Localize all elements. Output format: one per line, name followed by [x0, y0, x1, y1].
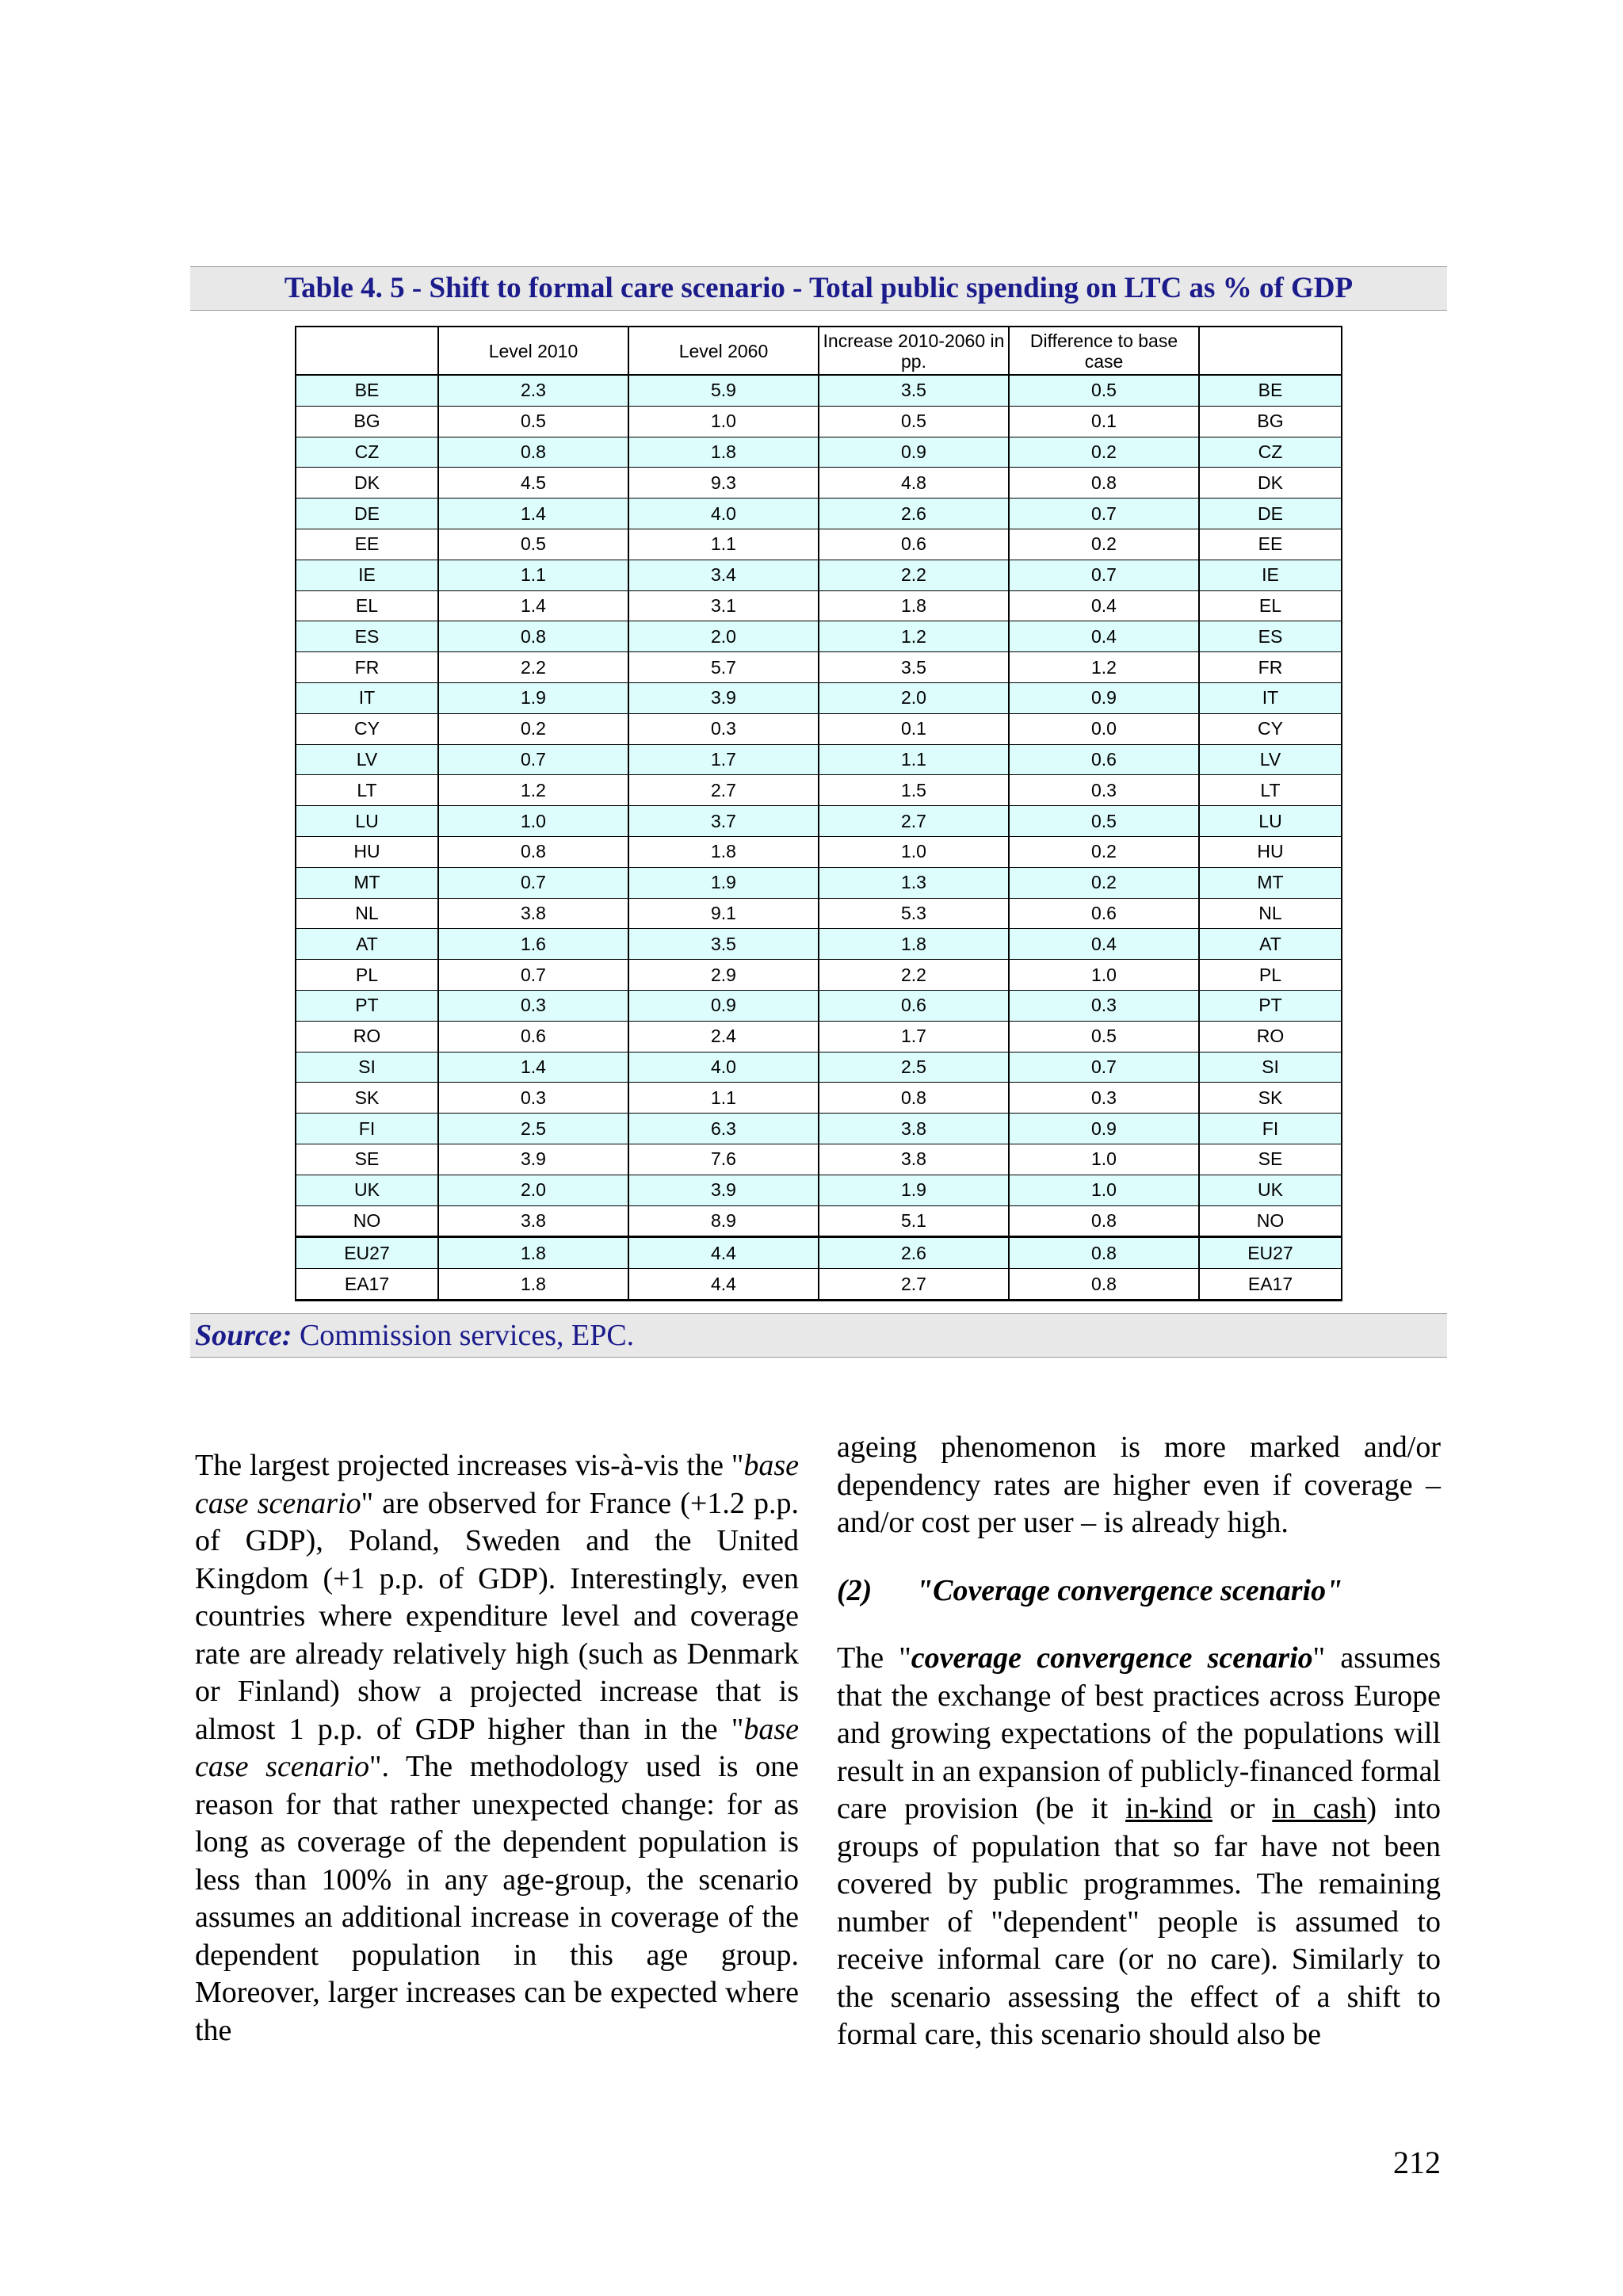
- table-cell: HU: [1199, 836, 1342, 867]
- table-cell: 1.1: [628, 1083, 819, 1114]
- table-cell: 1.1: [438, 560, 628, 590]
- table-cell: 0.4: [1009, 621, 1199, 652]
- table-cell: NL: [296, 898, 438, 929]
- table-cell: 0.8: [819, 1083, 1009, 1114]
- source-label: Source:: [195, 1319, 292, 1352]
- text-run: The largest projected increases vis-à-vis the ": [195, 1449, 744, 1482]
- table-cell: 9.1: [628, 898, 819, 929]
- table-cell: LT: [1199, 775, 1342, 806]
- table-cell: BE: [296, 375, 438, 406]
- table-cell: SK: [1199, 1083, 1342, 1114]
- table-row: [296, 929, 1342, 960]
- table-cell: 2.2: [438, 652, 628, 683]
- table-cell: 5.1: [819, 1205, 1009, 1237]
- table-cell: 1.4: [438, 499, 628, 529]
- table-row: [296, 529, 1342, 560]
- table-cell: EE: [1199, 529, 1342, 560]
- table-cell: ES: [1199, 621, 1342, 652]
- table-cell: 1.4: [438, 590, 628, 621]
- table-cell: 1.8: [438, 1269, 628, 1301]
- text-run-bold-italic: coverage convergence scenario: [911, 1641, 1313, 1675]
- table-cell: 5.7: [628, 652, 819, 683]
- table-cell: 8.9: [628, 1205, 819, 1237]
- header-country: [296, 327, 438, 375]
- table-cell: 3.7: [628, 806, 819, 837]
- text-run: " assumes that the exchange of best practices across Europe and growing expectations of the populations will result in an expansion of publicly-financed formal care provision (be it: [837, 1641, 1442, 1825]
- table-row: [296, 960, 1342, 991]
- table-cell: AT: [296, 929, 438, 960]
- header-increase: Increase 2010-2060 in pp.: [819, 327, 1009, 375]
- right-paragraph-1: ageing phenomenon is more marked and/or dependency rates are higher even if coverage – and/or cost per user – is already high.: [837, 1431, 1441, 1539]
- table-cell: 2.2: [819, 960, 1009, 991]
- table-row: [296, 1205, 1342, 1237]
- table-cell: 1.0: [628, 406, 819, 437]
- table-cell: CZ: [1199, 437, 1342, 468]
- table-cell: 1.8: [819, 590, 1009, 621]
- table-cell: 0.5: [1009, 806, 1199, 837]
- table-cell: RO: [1199, 1021, 1342, 1052]
- text-run: The ": [837, 1641, 911, 1675]
- table-cell: 2.0: [819, 682, 1009, 713]
- table-cell: 1.8: [438, 1237, 628, 1269]
- table-cell: 2.5: [819, 1052, 1009, 1083]
- table-cell: PT: [1199, 990, 1342, 1021]
- table-cell: BG: [1199, 406, 1342, 437]
- table-cell: 2.3: [438, 375, 628, 406]
- table-cell: FI: [296, 1114, 438, 1144]
- table-row: [296, 867, 1342, 898]
- table-row: [296, 713, 1342, 744]
- table-cell: 3.1: [628, 590, 819, 621]
- table-cell: 1.9: [819, 1175, 1009, 1205]
- table-cell: EA17: [296, 1269, 438, 1301]
- heading-text: "Coverage convergence scenario": [916, 1573, 1343, 1607]
- table-cell: LU: [1199, 806, 1342, 837]
- table-cell: 3.8: [438, 1205, 628, 1237]
- heading-number: (2): [837, 1573, 873, 1607]
- table-cell: 1.0: [1009, 1144, 1199, 1175]
- right-text-column: [837, 1429, 1441, 2054]
- table-cell: 3.8: [819, 1144, 1009, 1175]
- table-cell: 0.5: [438, 529, 628, 560]
- table-cell: PL: [296, 960, 438, 991]
- table-row: [296, 1052, 1342, 1083]
- header-level-2060: Level 2060: [628, 327, 819, 375]
- table-cell: 4.8: [819, 468, 1009, 499]
- table-cell: EL: [296, 590, 438, 621]
- table-cell: 0.2: [1009, 867, 1199, 898]
- table-cell: NO: [296, 1205, 438, 1237]
- section-heading: [837, 1572, 1441, 1610]
- table-cell: 1.2: [819, 621, 1009, 652]
- table-cell: 0.9: [1009, 1114, 1199, 1144]
- table-cell: 0.8: [1009, 1237, 1199, 1269]
- table-cell: 2.6: [819, 1237, 1009, 1269]
- table-cell: 0.3: [1009, 990, 1199, 1021]
- table-cell: 2.6: [819, 499, 1009, 529]
- table-cell: 0.3: [1009, 1083, 1199, 1114]
- table-cell: 0.5: [819, 406, 1009, 437]
- table-cell: 3.9: [628, 682, 819, 713]
- table-cell: 0.6: [1009, 744, 1199, 775]
- table-cell: IT: [1199, 682, 1342, 713]
- table-cell: LU: [296, 806, 438, 837]
- table-cell: 2.9: [628, 960, 819, 991]
- table-row: [296, 499, 1342, 529]
- table-cell: 0.1: [819, 713, 1009, 744]
- ltc-spending-table: [295, 326, 1342, 1301]
- table-cell: 0.9: [628, 990, 819, 1021]
- table-cell: SI: [296, 1052, 438, 1083]
- table-cell: 2.7: [819, 1269, 1009, 1301]
- left-paragraph: [195, 1447, 799, 2050]
- table-cell: HU: [296, 836, 438, 867]
- table-cell: 1.8: [819, 929, 1009, 960]
- table-body: [296, 375, 1342, 1300]
- table-row: [296, 1083, 1342, 1114]
- table-cell: BE: [1199, 375, 1342, 406]
- table-cell: 0.4: [1009, 929, 1199, 960]
- table-cell: 1.0: [819, 836, 1009, 867]
- table-cell: DK: [296, 468, 438, 499]
- table-cell: EE: [296, 529, 438, 560]
- table-row: [296, 744, 1342, 775]
- text-run-underlined: in-kind: [1125, 1792, 1212, 1825]
- table-cell: DK: [1199, 468, 1342, 499]
- table-cell: CY: [296, 713, 438, 744]
- table-row: [296, 652, 1342, 683]
- table-cell: BG: [296, 406, 438, 437]
- table-cell: 0.3: [1009, 775, 1199, 806]
- table-row: [296, 836, 1342, 867]
- table-row: [296, 406, 1342, 437]
- table-row: [296, 621, 1342, 652]
- table-cell: 0.5: [1009, 1021, 1199, 1052]
- table-cell: 2.7: [628, 775, 819, 806]
- text-run-italic: base case scenario: [195, 1712, 799, 1783]
- header-country-right: [1199, 327, 1342, 375]
- table-cell: 2.7: [819, 806, 1009, 837]
- table-cell: 1.0: [1009, 960, 1199, 991]
- table-cell: EU27: [1199, 1237, 1342, 1269]
- table-cell: PL: [1199, 960, 1342, 991]
- table-cell: 0.8: [438, 836, 628, 867]
- table-row: [296, 898, 1342, 929]
- text-run: or: [1212, 1792, 1273, 1825]
- table-cell: 3.5: [628, 929, 819, 960]
- table-cell: 0.7: [1009, 499, 1199, 529]
- table-cell: 0.8: [1009, 468, 1199, 499]
- header-level-2010: Level 2010: [438, 327, 628, 375]
- table-cell: 2.0: [628, 621, 819, 652]
- table-cell: 0.7: [438, 744, 628, 775]
- table-cell: 7.6: [628, 1144, 819, 1175]
- table-row: [296, 990, 1342, 1021]
- table-row: [296, 806, 1342, 837]
- table-row: [296, 1237, 1342, 1269]
- table-cell: FR: [1199, 652, 1342, 683]
- table-row: [296, 590, 1342, 621]
- table-cell: 1.8: [628, 836, 819, 867]
- table-cell: 1.9: [438, 682, 628, 713]
- table-cell: 1.7: [628, 744, 819, 775]
- table-cell: 0.8: [1009, 1269, 1199, 1301]
- table-cell: 2.4: [628, 1021, 819, 1052]
- table-row: [296, 1269, 1342, 1301]
- table-cell: 0.2: [1009, 437, 1199, 468]
- table-cell: 0.7: [438, 867, 628, 898]
- table-cell: 0.6: [819, 529, 1009, 560]
- table-cell: AT: [1199, 929, 1342, 960]
- table-title: Table 4. 5 - Shift to formal care scenario - Total public spending on LTC as % of GDP: [190, 266, 1447, 311]
- table-cell: NL: [1199, 898, 1342, 929]
- table-cell: 0.6: [1009, 898, 1199, 929]
- text-run: ) into groups of population that so far have not been covered by public programmes. The remaining number of "dependent" people is assumed to receive informal care (or no care). Similarly to the scenario assessing the effect of a shift to formal care, this scenario should also be: [837, 1792, 1441, 2051]
- table-cell: 3.8: [819, 1114, 1009, 1144]
- table-cell: 3.5: [819, 652, 1009, 683]
- table-cell: 3.4: [628, 560, 819, 590]
- table-cell: 0.0: [1009, 713, 1199, 744]
- table-cell: 0.7: [438, 960, 628, 991]
- table-row: [296, 775, 1342, 806]
- table-cell: 4.4: [628, 1269, 819, 1301]
- table-cell: RO: [296, 1021, 438, 1052]
- source-text: Commission services, EPC.: [292, 1319, 635, 1352]
- table-cell: 1.7: [819, 1021, 1009, 1052]
- table-cell: UK: [296, 1175, 438, 1205]
- table-cell: LT: [296, 775, 438, 806]
- table-cell: 4.5: [438, 468, 628, 499]
- table-cell: 0.9: [819, 437, 1009, 468]
- table-cell: PT: [296, 990, 438, 1021]
- table-cell: 0.6: [819, 990, 1009, 1021]
- table-cell: IE: [296, 560, 438, 590]
- table-cell: MT: [1199, 867, 1342, 898]
- table-header-row: [296, 327, 1342, 375]
- header-difference: Difference to base case: [1009, 327, 1199, 375]
- table-cell: 4.0: [628, 1052, 819, 1083]
- table-cell: 1.9: [628, 867, 819, 898]
- table-cell: 0.5: [438, 406, 628, 437]
- table-cell: 0.9: [1009, 682, 1199, 713]
- table-cell: 1.6: [438, 929, 628, 960]
- table-cell: 0.3: [438, 990, 628, 1021]
- table-cell: NO: [1199, 1205, 1342, 1237]
- table-cell: ES: [296, 621, 438, 652]
- table-row: [296, 1144, 1342, 1175]
- table-cell: 0.8: [438, 621, 628, 652]
- table-cell: DE: [1199, 499, 1342, 529]
- table-cell: SI: [1199, 1052, 1342, 1083]
- table-cell: 0.3: [628, 713, 819, 744]
- table-cell: 1.0: [438, 806, 628, 837]
- table-row: [296, 375, 1342, 406]
- text-run-italic: base case scenario: [195, 1449, 799, 1520]
- table-cell: 1.8: [628, 437, 819, 468]
- table-cell: DE: [296, 499, 438, 529]
- table-cell: CY: [1199, 713, 1342, 744]
- table-cell: 1.1: [628, 529, 819, 560]
- table-cell: 0.6: [438, 1021, 628, 1052]
- table-cell: EL: [1199, 590, 1342, 621]
- text-run-underlined: in cash: [1272, 1792, 1367, 1825]
- table-cell: 5.9: [628, 375, 819, 406]
- table-cell: 1.0: [1009, 1175, 1199, 1205]
- right-paragraph-2: [837, 1640, 1441, 2054]
- table-cell: EU27: [296, 1237, 438, 1269]
- table-cell: FR: [296, 652, 438, 683]
- page-number: 212: [1393, 2145, 1441, 2180]
- left-text-column: [195, 1447, 799, 2050]
- table-cell: IE: [1199, 560, 1342, 590]
- table-row: [296, 1175, 1342, 1205]
- text-run: ". The methodology used is one reason for that rather unexpected change: for as long as coverage of the dependent population is less than 100% in any age-group, the scenario assumes an additional increase in coverage of the dependent population in this age group. Moreover, larger increases can be expected where the: [195, 1750, 800, 2047]
- table-cell: EA17: [1199, 1269, 1342, 1301]
- table-cell: 1.1: [819, 744, 1009, 775]
- table-cell: MT: [296, 867, 438, 898]
- table-cell: 3.9: [628, 1175, 819, 1205]
- table-cell: 2.2: [819, 560, 1009, 590]
- table-cell: CZ: [296, 437, 438, 468]
- table-row: [296, 682, 1342, 713]
- table-cell: 0.2: [438, 713, 628, 744]
- table-cell: 0.4: [1009, 590, 1199, 621]
- table-cell: 4.4: [628, 1237, 819, 1269]
- table-cell: UK: [1199, 1175, 1342, 1205]
- table-cell: 0.2: [1009, 529, 1199, 560]
- table-row: [296, 1114, 1342, 1144]
- table-cell: IT: [296, 682, 438, 713]
- table-cell: SK: [296, 1083, 438, 1114]
- table-cell: LV: [1199, 744, 1342, 775]
- table-row: [296, 1021, 1342, 1052]
- table-cell: 3.9: [438, 1144, 628, 1175]
- table-cell: 2.5: [438, 1114, 628, 1144]
- table-cell: 2.0: [438, 1175, 628, 1205]
- table-cell: 0.2: [1009, 836, 1199, 867]
- table-row: [296, 468, 1342, 499]
- table-cell: LV: [296, 744, 438, 775]
- table-cell: 1.3: [819, 867, 1009, 898]
- table-cell: 9.3: [628, 468, 819, 499]
- table-cell: 3.5: [819, 375, 1009, 406]
- table-cell: 4.0: [628, 499, 819, 529]
- table-cell: 3.8: [438, 898, 628, 929]
- table-cell: 0.7: [1009, 1052, 1199, 1083]
- table-row: [296, 560, 1342, 590]
- table-cell: 0.8: [438, 437, 628, 468]
- table-cell: SE: [296, 1144, 438, 1175]
- table-cell: 0.1: [1009, 406, 1199, 437]
- table-cell: 5.3: [819, 898, 1009, 929]
- table-row: [296, 437, 1342, 468]
- table-cell: 6.3: [628, 1114, 819, 1144]
- text-run: " are observed for France (+1.2 p.p. of GDP), Poland, Sweden and the United Kingdom (+1 p.p. of GDP). Interestingly, even countries where expenditure level and coverage rate are already relatively high (such as Denmark or Finland) show a projected increase that is almost 1 p.p. of GDP higher than in the ": [195, 1486, 800, 1746]
- table-cell: SE: [1199, 1144, 1342, 1175]
- table-cell: 0.7: [1009, 560, 1199, 590]
- table-cell: 1.2: [438, 775, 628, 806]
- table-cell: FI: [1199, 1114, 1342, 1144]
- table-cell: 0.3: [438, 1083, 628, 1114]
- source-note: [190, 1313, 1447, 1358]
- table-cell: 1.4: [438, 1052, 628, 1083]
- table-cell: 0.5: [1009, 375, 1199, 406]
- table-cell: 1.5: [819, 775, 1009, 806]
- table-cell: 0.8: [1009, 1205, 1199, 1237]
- table-cell: 1.2: [1009, 652, 1199, 683]
